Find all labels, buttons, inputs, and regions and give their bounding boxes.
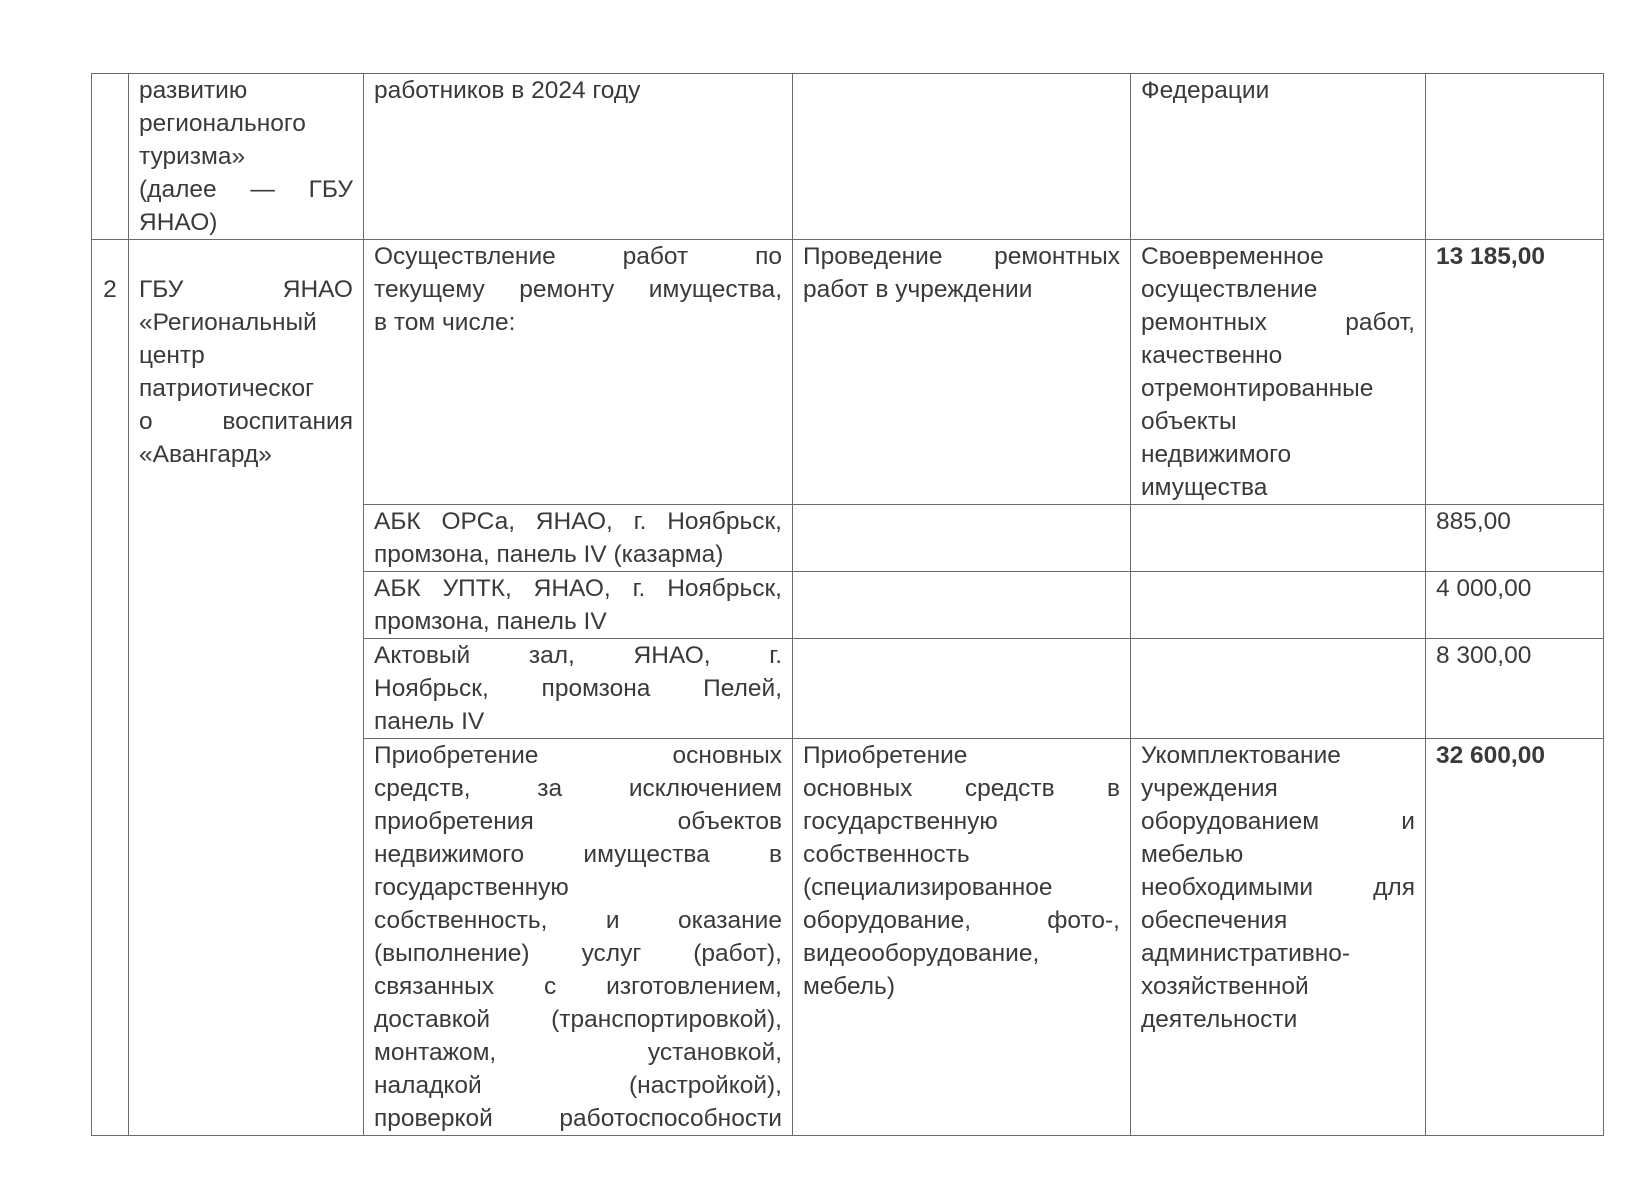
text-line: оборудованием и bbox=[1141, 808, 1415, 835]
cell-event bbox=[364, 240, 793, 505]
text-line: качественно bbox=[1141, 342, 1283, 369]
cell-amount: 4 000,00 bbox=[1426, 572, 1604, 639]
text-line: «Региональный bbox=[139, 309, 317, 336]
cell-direction bbox=[793, 505, 1131, 572]
cell-result bbox=[1131, 240, 1426, 505]
text-line: административно- bbox=[1141, 940, 1351, 967]
cell-amount: 32 600,00 bbox=[1426, 739, 1604, 1136]
text-line: ремонтных работ, bbox=[1141, 309, 1415, 336]
text-line: хозяйственной bbox=[1141, 973, 1309, 1000]
cell-result bbox=[1131, 739, 1426, 1136]
text-line: деятельности bbox=[1141, 1006, 1298, 1033]
text-line: Укомплектование bbox=[1141, 742, 1341, 769]
text-line: необходимыми для bbox=[1141, 874, 1415, 901]
cell-direction bbox=[793, 240, 1131, 505]
text-line: Приобретение bbox=[803, 742, 968, 769]
text-line: центр bbox=[139, 342, 205, 369]
text-line: Своевременное bbox=[1141, 243, 1324, 270]
text-line: Приобретение основных bbox=[374, 742, 782, 769]
text-line: доставкой (транспортировкой), bbox=[374, 1006, 782, 1033]
text-line: регионального bbox=[139, 110, 306, 137]
cell-event: работников в 2024 году bbox=[364, 74, 793, 240]
cell-amount: 13 185,00 bbox=[1426, 240, 1604, 505]
cell-amount: 8 300,00 bbox=[1426, 639, 1604, 739]
table-row-repair bbox=[92, 240, 1604, 505]
text-line: АБК УПТК, ЯНАО, г. Ноябрьск, bbox=[374, 575, 782, 602]
text-line: наладкой (настройкой), bbox=[374, 1072, 782, 1099]
text-line: развитию bbox=[139, 77, 248, 104]
text-line: собственность bbox=[803, 841, 970, 868]
text-line: работ в учреждении bbox=[803, 276, 1033, 303]
cell-object bbox=[364, 639, 793, 739]
text-line: в том числе: bbox=[374, 309, 516, 336]
text-line: государственную bbox=[803, 808, 998, 835]
table-row-continuation bbox=[92, 74, 1604, 240]
text-line: основных средств в bbox=[803, 775, 1120, 802]
text-line: патриотическог bbox=[139, 375, 315, 402]
text-line: объекты bbox=[1141, 408, 1237, 435]
text-line: видеооборудование, bbox=[803, 940, 1040, 967]
text-line: оборудование, фото-, bbox=[803, 907, 1120, 934]
text-line: недвижимого bbox=[1141, 441, 1292, 468]
text-line: АБК ОРСа, ЯНАО, г. Ноябрьск, bbox=[374, 508, 782, 535]
cell-direction bbox=[793, 74, 1131, 240]
cell-organization bbox=[129, 240, 364, 1136]
cell-object bbox=[364, 572, 793, 639]
text-line: средств, за исключением bbox=[374, 775, 782, 802]
text-line: (выполнение) услуг (работ), bbox=[374, 940, 782, 967]
cell-amount bbox=[1426, 74, 1604, 240]
text-line: приобретения объектов bbox=[374, 808, 782, 835]
text-line: учреждения bbox=[1141, 775, 1278, 802]
text-line: собственность, и оказание bbox=[374, 907, 782, 934]
text-line: панель IV bbox=[374, 708, 485, 735]
text-line: монтажом, установкой, bbox=[374, 1039, 782, 1066]
cell-number bbox=[92, 74, 129, 240]
cell-result: Федерации bbox=[1131, 74, 1426, 240]
cell-direction bbox=[793, 639, 1131, 739]
text-line: текущему ремонту имущества, bbox=[374, 276, 782, 303]
text-line: (далее — ГБУ bbox=[139, 176, 353, 203]
cell-row-number: 2 bbox=[92, 240, 129, 1136]
text-line: мебелью bbox=[1141, 841, 1244, 868]
text-line: (специализированное bbox=[803, 874, 1053, 901]
cell-object bbox=[364, 505, 793, 572]
text-line: о воспитания bbox=[139, 408, 353, 435]
cell-direction bbox=[793, 572, 1131, 639]
cell-amount: 885,00 bbox=[1426, 505, 1604, 572]
text-line: ГБУ ЯНАО bbox=[139, 276, 353, 303]
text-line: «Авангард» bbox=[139, 441, 272, 468]
text-line: проверкой работоспособности bbox=[374, 1105, 782, 1132]
text-line: Актовый зал, ЯНАО, г. bbox=[374, 642, 782, 669]
cell-result bbox=[1131, 505, 1426, 572]
text-line: отремонтированные bbox=[1141, 375, 1374, 402]
text-line: связанных с изготовлением, bbox=[374, 973, 782, 1000]
text-line: Проведение ремонтных bbox=[803, 243, 1120, 270]
text-line: имущества bbox=[1141, 474, 1268, 501]
text-line: Ноябрьск, промзона Пелей, bbox=[374, 675, 782, 702]
expenditure-table bbox=[91, 73, 1604, 1136]
cell-event bbox=[364, 739, 793, 1136]
cell-organization bbox=[129, 74, 364, 240]
text-line: мебель) bbox=[803, 973, 895, 1000]
cell-result bbox=[1131, 572, 1426, 639]
text-line: осуществление bbox=[1141, 276, 1318, 303]
text-line: ЯНАО) bbox=[139, 209, 218, 236]
text-line: Осуществление работ по bbox=[374, 243, 782, 270]
text-line: обеспечения bbox=[1141, 907, 1288, 934]
cell-result bbox=[1131, 639, 1426, 739]
text-line: туризма» bbox=[139, 143, 246, 170]
text-line: промзона, панель IV (казарма) bbox=[374, 541, 724, 568]
text-line: государственную bbox=[374, 874, 569, 901]
text-line: недвижимого имущества в bbox=[374, 841, 782, 868]
text-line: промзона, панель IV bbox=[374, 608, 607, 635]
cell-direction bbox=[793, 739, 1131, 1136]
